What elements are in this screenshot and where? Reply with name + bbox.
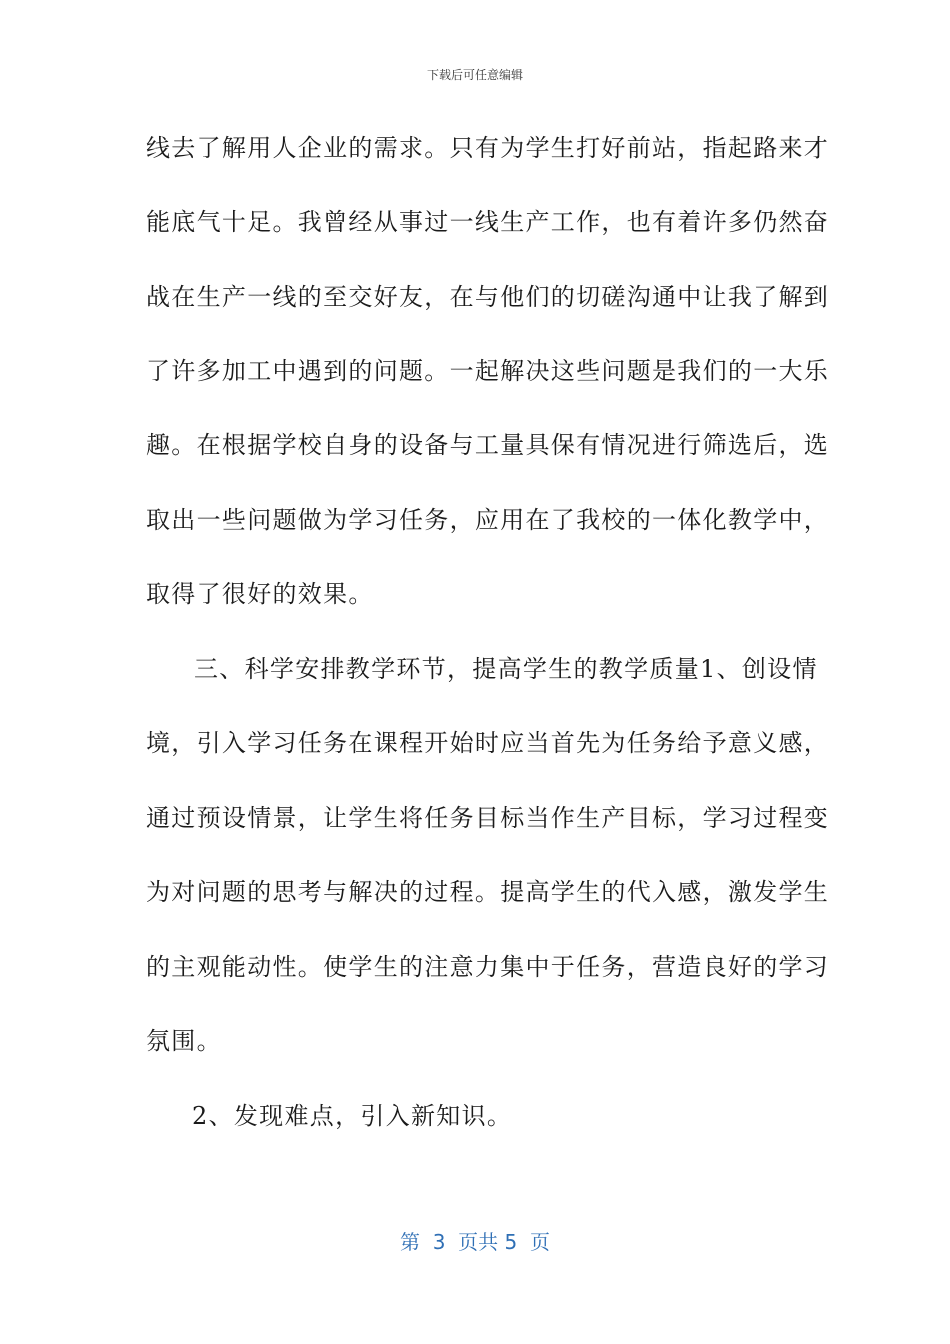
body-line: 为对问题的思考与解决的过程。提高学生的代入感，激发学生 bbox=[146, 878, 830, 906]
body-line: 战在生产一线的至交好友，在与他们的切磋沟通中让我了解到 bbox=[146, 283, 830, 311]
body-line: 氛围。 bbox=[146, 1027, 222, 1055]
header-note: 下载后可任意编辑 bbox=[426, 68, 523, 82]
body-line: 取出一些问题做为学习任务，应用在了我校的一体化教学中， bbox=[146, 506, 830, 534]
body-line: 了许多加工中遇到的问题。一起解决这些问题是我们的一大乐 bbox=[146, 357, 830, 385]
page-number-footer: 第 3 页共 5 页 bbox=[400, 1230, 550, 1254]
body-line: 取得了很好的效果。 bbox=[146, 580, 374, 608]
body-line: 境，引入学习任务在课程开始时应当首先为任务给予意义感， bbox=[146, 729, 830, 757]
body-line: 趣。在根据学校自身的设备与工量具保有情况进行筛选后，选 bbox=[146, 431, 830, 459]
body-line: 能底气十足。我曾经从事过一线生产工作，也有着许多仍然奋 bbox=[146, 208, 830, 236]
numbered-item-line: 2、发现难点，引入新知识。 bbox=[192, 1102, 513, 1130]
body-line: 通过预设情景，让学生将任务目标当作生产目标，学习过程变 bbox=[146, 804, 830, 832]
body-line: 线去了解用人企业的需求。只有为学生打好前站，指起路来才 bbox=[146, 134, 830, 162]
body-line: 的主观能动性。使学生的注意力集中于任务，营造良好的学习 bbox=[146, 953, 830, 981]
section-heading-line: 三、科学安排教学环节，提高学生的教学质量1、创设情 bbox=[194, 655, 818, 683]
